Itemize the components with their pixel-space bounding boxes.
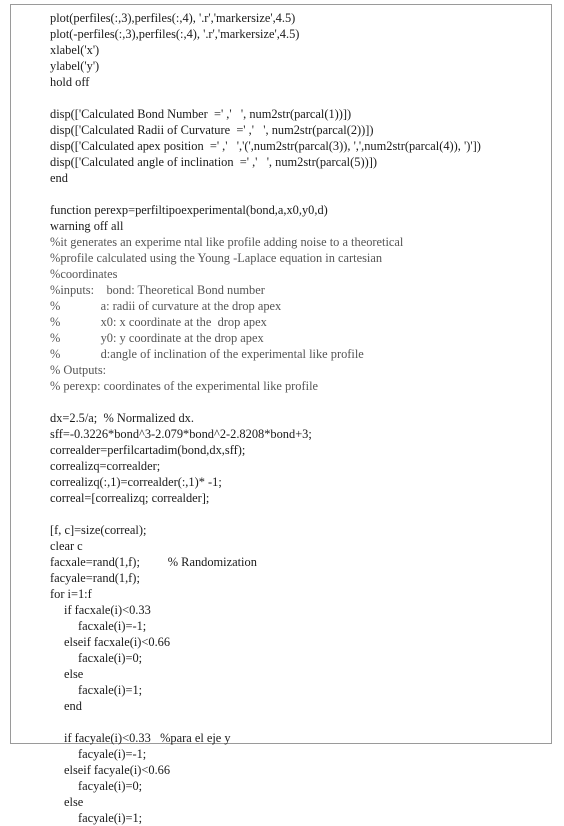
code-line: plot(perfiles(:,3),perfiles(:,4), '.r','markersize',4.5) xyxy=(50,11,296,25)
code-line: end xyxy=(50,171,68,185)
code-line: if facxale(i)<0.33 xyxy=(64,603,151,617)
code-line: [f, c]=size(correal); xyxy=(50,523,147,537)
code-line: disp(['Calculated apex position =' ,' ','(',num2str(parcal(3)), ',',num2str(parcal(4)), ')']) xyxy=(50,139,481,153)
code-line: facxale(i)=1; xyxy=(78,683,143,697)
code-line: correalizq(:,1)=correalder(:,1)* -1; xyxy=(50,475,222,489)
blank-line xyxy=(50,714,550,730)
code-comment-line: %coordinates xyxy=(50,267,118,281)
code-line: correalder=perfilcartadim(bond,dx,sff); xyxy=(50,443,246,457)
code-line: function perexp=perfiltipoexperimental(bond,a,x0,y0,d) xyxy=(50,203,328,217)
blank-line xyxy=(50,394,550,410)
code-line: correalizq=correalder; xyxy=(50,459,161,473)
code-comment-line: %inputs: bond: Theoretical Bond number xyxy=(50,283,265,297)
code-line: else xyxy=(64,795,84,809)
code-line: hold off xyxy=(50,75,90,89)
blank-line xyxy=(50,186,550,202)
code-line: elseif facxale(i)<0.66 xyxy=(64,635,171,649)
code-line: facyale(i)=-1; xyxy=(78,747,147,761)
code-line: sff=-0.3226*bond^3-2.079*bond^2-2.8208*bond+3; xyxy=(50,427,312,441)
code-line: ylabel('y') xyxy=(50,59,100,73)
code-listing xyxy=(50,10,550,826)
code-line: facyale=rand(1,f); xyxy=(50,571,140,585)
code-line: plot(-perfiles(:,3),perfiles(:,4), '.r','markersize',4.5) xyxy=(50,27,300,41)
code-line: facyale(i)=0; xyxy=(78,779,143,793)
code-comment-line: %profile calculated using the Young -Laplace equation in cartesian xyxy=(50,251,383,265)
code-line: facxale(i)=0; xyxy=(78,651,143,665)
code-line: for i=1:f xyxy=(50,587,92,601)
code-line: facxale=rand(1,f); % Randomization xyxy=(50,555,257,569)
code-comment-line: % d:angle of inclination of the experimental like profile xyxy=(50,347,364,361)
code-line: else xyxy=(64,667,84,681)
code-line: dx=2.5/a; % Normalized dx. xyxy=(50,411,194,425)
code-line: if facyale(i)<0.33 %para el eje y xyxy=(64,731,231,745)
code-line: end xyxy=(64,699,82,713)
code-line: correal=[correalizq; correalder]; xyxy=(50,491,210,505)
code-comment-line: % Outputs: xyxy=(50,363,107,377)
code-line: disp(['Calculated Radii of Curvature =' ,' ', num2str(parcal(2))]) xyxy=(50,123,374,137)
code-comment-line: %it generates an experime ntal like profile adding noise to a theoretical xyxy=(50,235,404,249)
code-line: facxale(i)=-1; xyxy=(78,619,147,633)
code-comment-line: % y0: y coordinate at the drop apex xyxy=(50,331,264,345)
blank-line xyxy=(50,90,550,106)
code-line: disp(['Calculated Bond Number =' ,' ', num2str(parcal(1))]) xyxy=(50,107,352,121)
code-line: clear c xyxy=(50,539,83,553)
blank-line xyxy=(50,506,550,522)
code-comment-line: % a: radii of curvature at the drop apex xyxy=(50,299,282,313)
code-line: elseif facyale(i)<0.66 xyxy=(64,763,171,777)
code-line: disp(['Calculated angle of inclination =' ,' ', num2str(parcal(5))]) xyxy=(50,155,377,169)
code-line: warning off all xyxy=(50,219,124,233)
code-comment-line: % x0: x coordinate at the drop apex xyxy=(50,315,267,329)
code-comment-line: % perexp: coordinates of the experimental like profile xyxy=(50,379,319,393)
code-line: facyale(i)=1; xyxy=(78,811,143,825)
code-line: xlabel('x') xyxy=(50,43,100,57)
